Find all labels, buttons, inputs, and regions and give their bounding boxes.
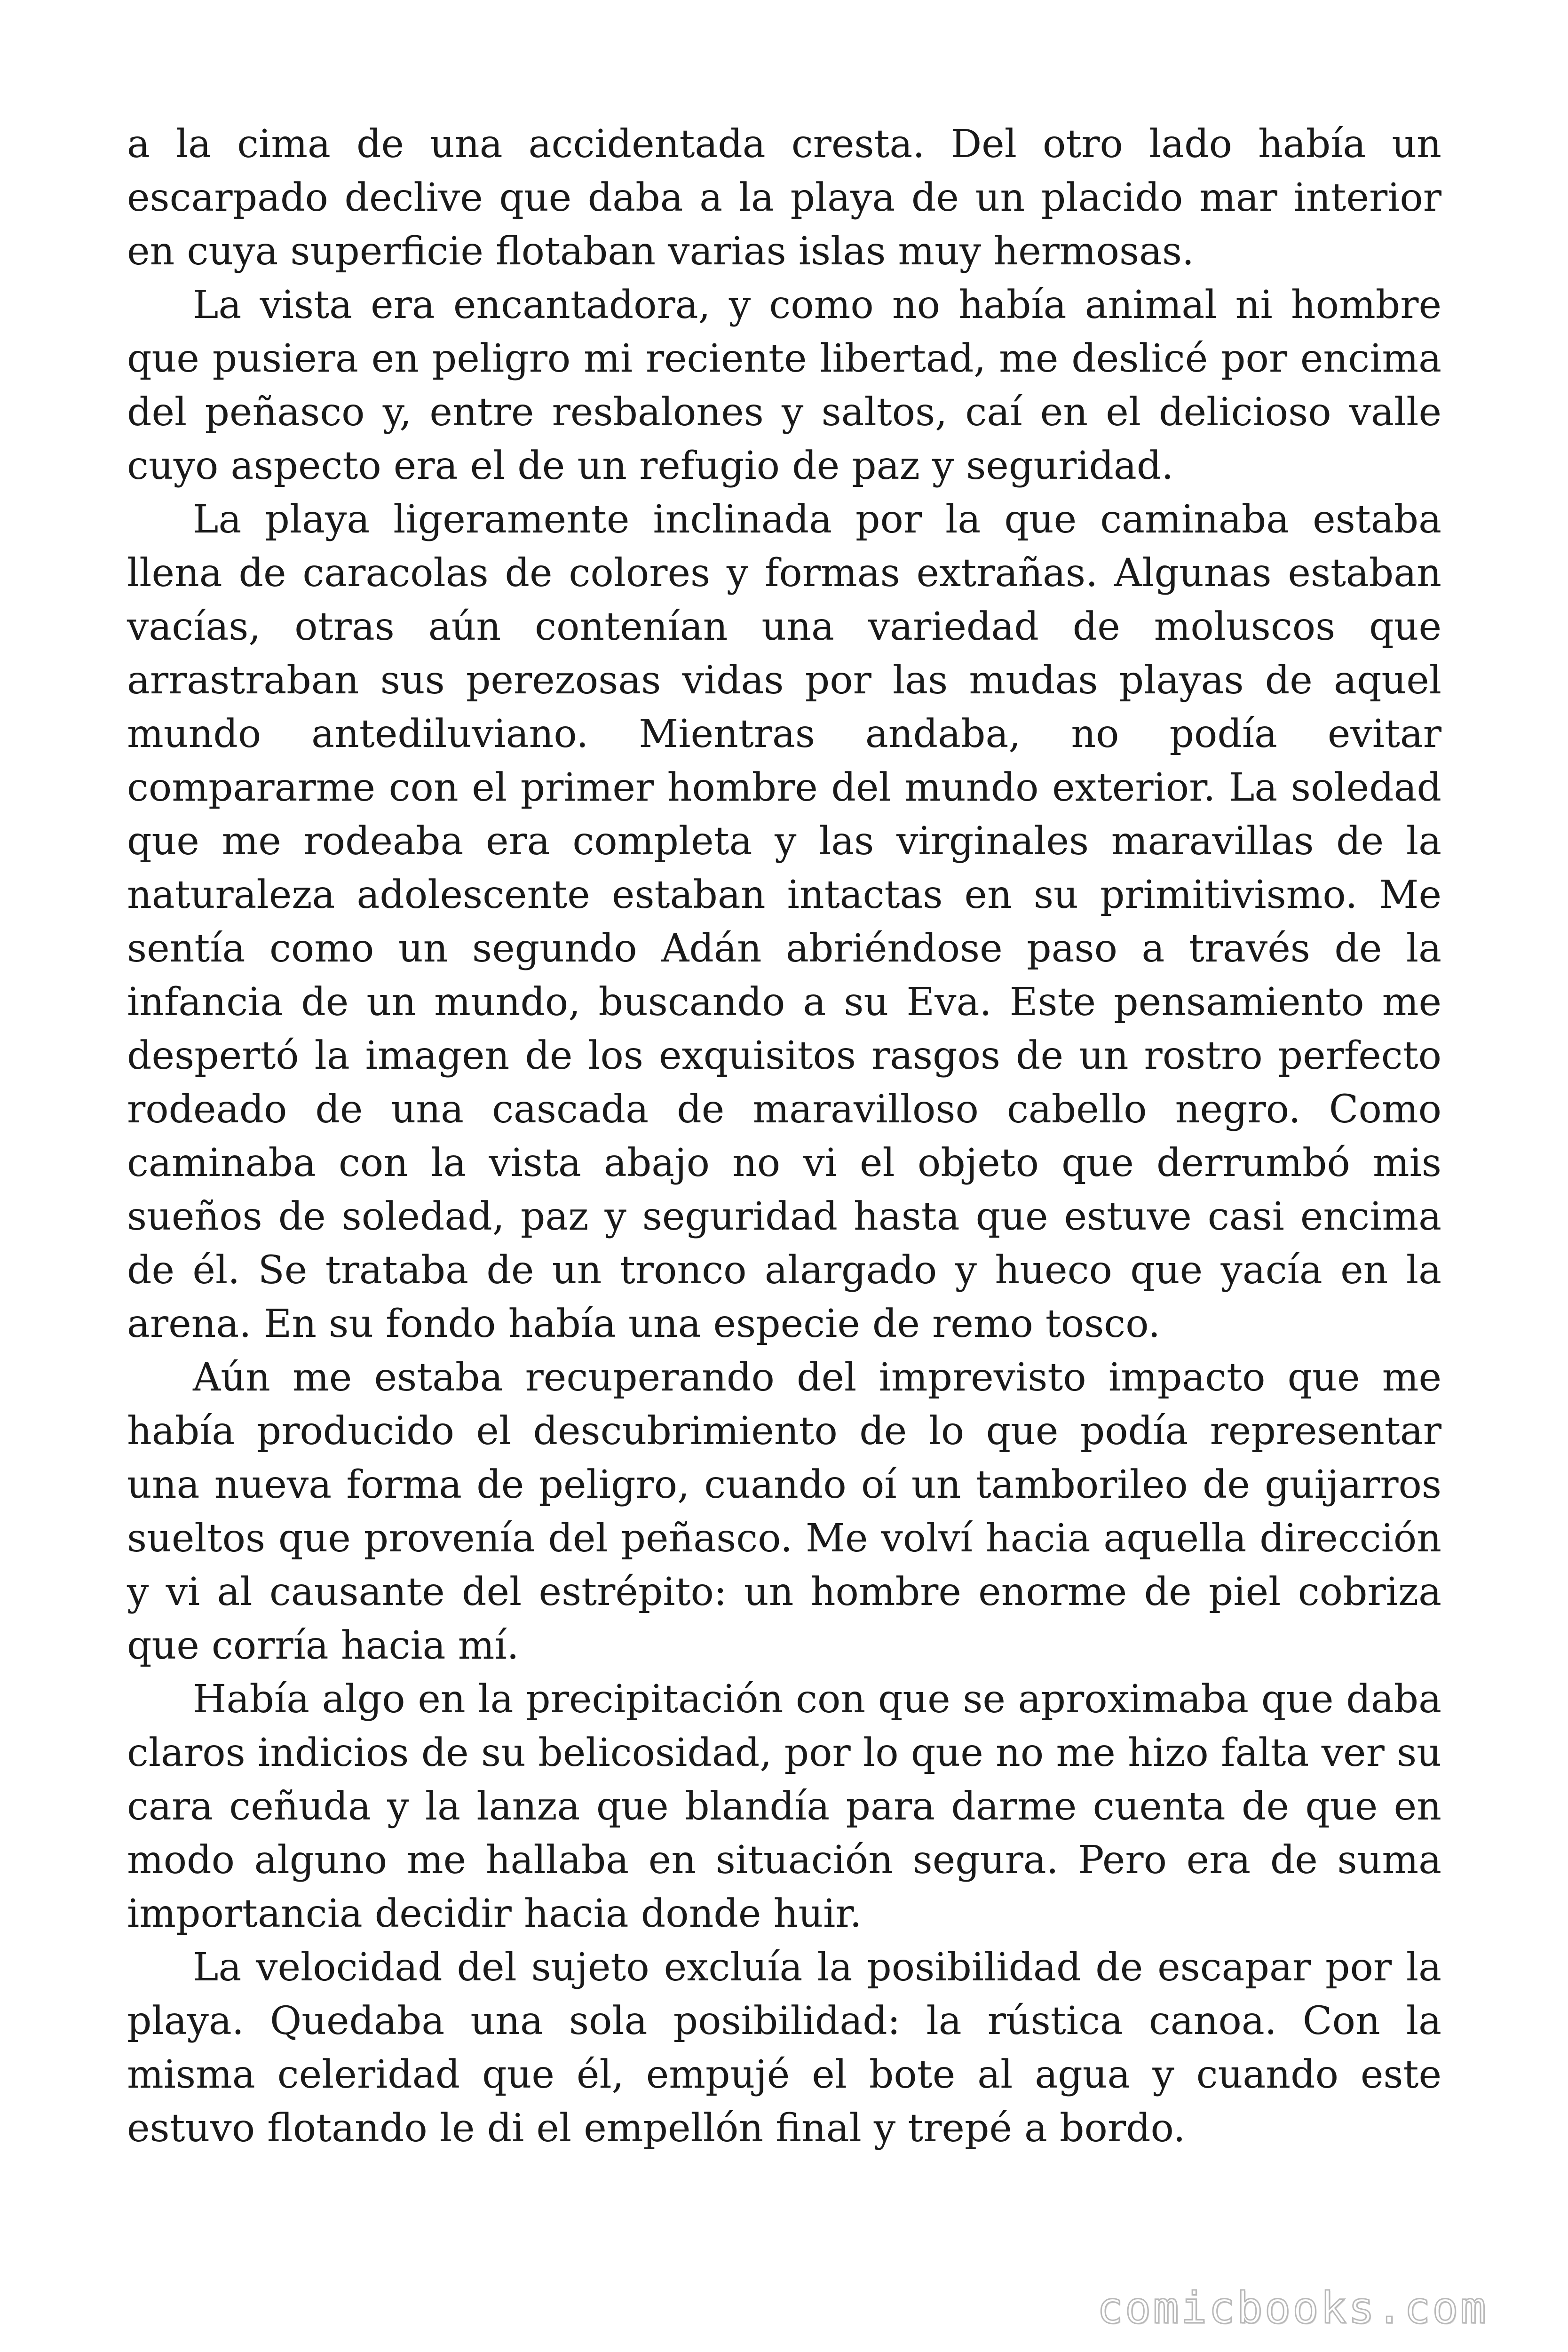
paragraph-continued: a la cima de una accidentada cresta. Del otro lado había un escarpado declive que daba a la playa de un placido mar interior en cuya superficie flotaban varias islas muy hermosas. (127, 122, 1441, 274)
paragraph: La velocidad del sujeto excluía la posibilidad de escapar por la playa. Quedaba una sola posibilidad: la rústica canoa. Con la misma celeridad que él, empujé el bote al agua y cuando este estuvo flotando le di el empellón final y trepé a bordo. (127, 1945, 1441, 2151)
watermark: comicbooks.com (1097, 2283, 1488, 2333)
body-text (127, 118, 1441, 2155)
paragraph: Había algo en la precipitación con que se aproximaba que daba claros indicios de su belicosidad, por lo que no me hizo falta ver su cara ceñuda y la lanza que blandía para darme cuenta de que en modo alguno me hallaba en situación segura. Pero era de suma importancia decidir hacia donde huir. (127, 1677, 1441, 1936)
paragraph: La playa ligeramente inclinada por la que caminaba estaba llena de caracolas de colores y formas extrañas. Algunas estaban vacías, otras aún contenían una variedad de moluscos que arrastraban sus perezosas vidas por las mudas playas de aquel mundo antediluviano. Mientras andaba, no podía evitar compararme con el primer hombre del mundo exterior. La soledad que me rodeaba era completa y las virginales maravillas de la naturaleza adolescente estaban intactas en su primitivismo. Me sentía como un segundo Adán abriéndose paso a través de la infancia de un mundo, buscando a su Eva. Este pensamiento me despertó la imagen de los exquisitos rasgos de un rostro perfecto rodeado de una cascada de maravilloso cabello negro. Como caminaba con la vista abajo no vi el objeto que derrumbó mis sueños de soledad, paz y seguridad hasta que estuve casi encima de él. Se trataba de un tronco alargado y hueco que yacía en la arena. En su fondo había una especie de remo tosco. (127, 497, 1441, 1346)
paragraph: Aún me estaba recuperando del imprevisto impacto que me había producido el descubrimiento de lo que podía representar una nueva forma de peligro, cuando oí un tamborileo de guijarros sueltos que provenía del peñasco. Me volví hacia aquella dirección y vi al causante del estrépito: un hombre enorme de piel cobriza que corría hacia mí. (127, 1355, 1441, 1668)
paragraph: La vista era encantadora, y como no había animal ni hombre que pusiera en peligro mi reciente libertad, me deslicé por encima del peñasco y, entre resbalones y saltos, caí en el delicioso valle cuyo aspecto era el de un refugio de paz y seguridad. (127, 283, 1441, 488)
